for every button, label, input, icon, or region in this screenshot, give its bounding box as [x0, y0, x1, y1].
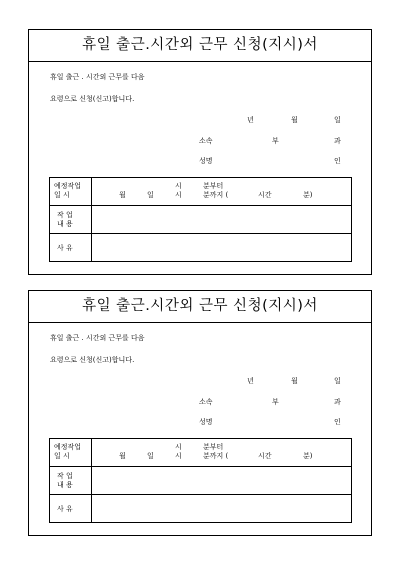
work-label-bottom: 내 용 — [57, 220, 73, 228]
dept-section-label: 과 — [334, 398, 341, 406]
schedule-label-top: 예정작업 — [54, 443, 82, 451]
date-day-label: 일 — [334, 116, 341, 124]
work-label-top: 작 업 — [57, 211, 73, 219]
name-label: 성명 — [199, 157, 213, 165]
row-divider — [50, 233, 351, 234]
row-divider — [50, 205, 351, 206]
request-table — [49, 177, 352, 262]
form-title: 휴일 출근.시간외 근무 신청(지시)서 — [29, 30, 371, 62]
schedule-month-label: 월 — [119, 452, 126, 460]
schedule-from-label: 분부터 — [203, 182, 224, 190]
schedule-label-bottom: 일 시 — [54, 191, 70, 199]
request-table — [49, 438, 352, 523]
dept-section-label: 과 — [334, 137, 341, 145]
intro-line-1: 휴일 출근 . 시간외 근무를 다음 — [50, 73, 145, 81]
seal-label: 인 — [334, 157, 341, 165]
seal-label: 인 — [334, 418, 341, 426]
work-label-top: 작 업 — [57, 472, 73, 480]
schedule-hours-label: 시간 — [258, 452, 272, 460]
schedule-hour-top: 시 — [175, 182, 182, 190]
dept-label: 소속 — [199, 398, 213, 406]
schedule-label-bottom: 일 시 — [54, 452, 70, 460]
schedule-month-label: 월 — [119, 191, 126, 199]
schedule-label-top: 예정작업 — [54, 182, 82, 190]
form-title: 휴일 출근.시간외 근무 신청(지시)서 — [29, 291, 371, 323]
reason-label: 사 유 — [57, 244, 73, 252]
reason-label: 사 유 — [57, 505, 73, 513]
schedule-from-label: 분부터 — [203, 443, 224, 451]
schedule-hours-label: 시간 — [258, 191, 272, 199]
column-divider — [91, 439, 92, 522]
row-divider — [50, 494, 351, 495]
dept-unit-label: 부 — [272, 398, 279, 406]
intro-line-2: 요령으로 신청(신고)합니다. — [50, 356, 135, 364]
intro-line-1: 휴일 출근 . 시간외 근무를 다음 — [50, 334, 145, 342]
intro-line-2: 요령으로 신청(신고)합니다. — [50, 95, 135, 103]
dept-unit-label: 부 — [272, 137, 279, 145]
column-divider — [91, 178, 92, 261]
name-label: 성명 — [199, 418, 213, 426]
schedule-until-label: 분까지 ( — [203, 452, 229, 460]
date-month-label: 월 — [291, 116, 298, 124]
schedule-hour-top: 시 — [175, 443, 182, 451]
schedule-minutes-label: 분) — [303, 452, 313, 460]
row-divider — [50, 466, 351, 467]
schedule-hour-bottom: 시 — [175, 452, 182, 460]
date-month-label: 월 — [291, 377, 298, 385]
work-label-bottom: 내 용 — [57, 481, 73, 489]
date-day-label: 일 — [334, 377, 341, 385]
schedule-day-label: 일 — [147, 452, 154, 460]
request-form-top — [28, 29, 372, 275]
schedule-day-label: 일 — [147, 191, 154, 199]
date-year-label: 년 — [247, 377, 254, 385]
schedule-minutes-label: 분) — [303, 191, 313, 199]
schedule-until-label: 분까지 ( — [203, 191, 229, 199]
dept-label: 소속 — [199, 137, 213, 145]
request-form-bottom — [28, 290, 372, 536]
schedule-hour-bottom: 시 — [175, 191, 182, 199]
date-year-label: 년 — [247, 116, 254, 124]
